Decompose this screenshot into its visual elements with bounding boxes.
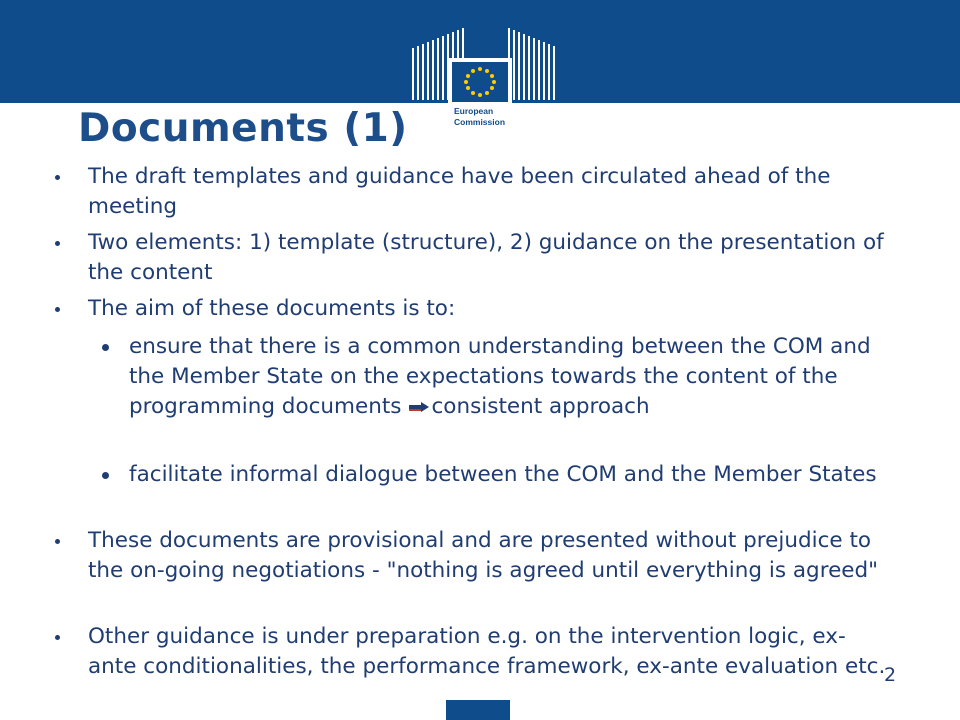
bullet-dot [55, 307, 60, 312]
sub-bullet-item [129, 332, 899, 422]
logo-line2: Commission [454, 117, 506, 127]
arrow-right-icon [409, 402, 429, 412]
sub-bullet-dot [102, 344, 109, 351]
bullet-dot [55, 635, 60, 640]
bullet-text: Two elements: 1) template (structure), 2) guidance on the presentation of the content [88, 230, 884, 285]
bullet-text: The aim of these documents is to: [88, 296, 456, 321]
bullet-item [88, 526, 888, 586]
page-number: 2 [884, 664, 897, 686]
european-commission-logo [412, 28, 560, 136]
bullet-text: The draft templates and guidance have been circulated ahead of the meeting [88, 164, 831, 219]
bullet-item [88, 294, 888, 324]
slide-title: Documents (1) [78, 106, 408, 151]
sub-bullet-text: facilitate informal dialogue between the COM and the Member States [129, 462, 877, 487]
bullet-dot [55, 539, 60, 544]
bullet-text: These documents are provisional and are presented without prejudice to the on-going negotiations - "nothing is agreed until everything is agreed" [88, 528, 879, 583]
bullet-item [88, 228, 888, 288]
berlaymont-logo-graphic [412, 28, 560, 136]
bullet-item [88, 162, 888, 222]
bullet-dot [55, 241, 60, 246]
bullet-text: Other guidance is under preparation e.g. on the intervention logic, ex-ante conditionalities, the performance framework, ex-ante evaluation etc. [88, 624, 886, 679]
bullet-item [88, 622, 888, 682]
sub-bullet-dot [102, 472, 109, 479]
sub-bullet-text [129, 332, 899, 422]
footer-tab [446, 700, 510, 720]
sub-bullet-text-part2: consistent approach [431, 394, 650, 419]
bullet-dot [55, 175, 60, 180]
sub-bullet-item [129, 460, 899, 490]
logo-line1: European [454, 106, 494, 116]
sub-bullet-text-part1: ensure that there is a common understanding between the COM and the Member State on the expectations towards the content of the programming documents [129, 334, 871, 419]
